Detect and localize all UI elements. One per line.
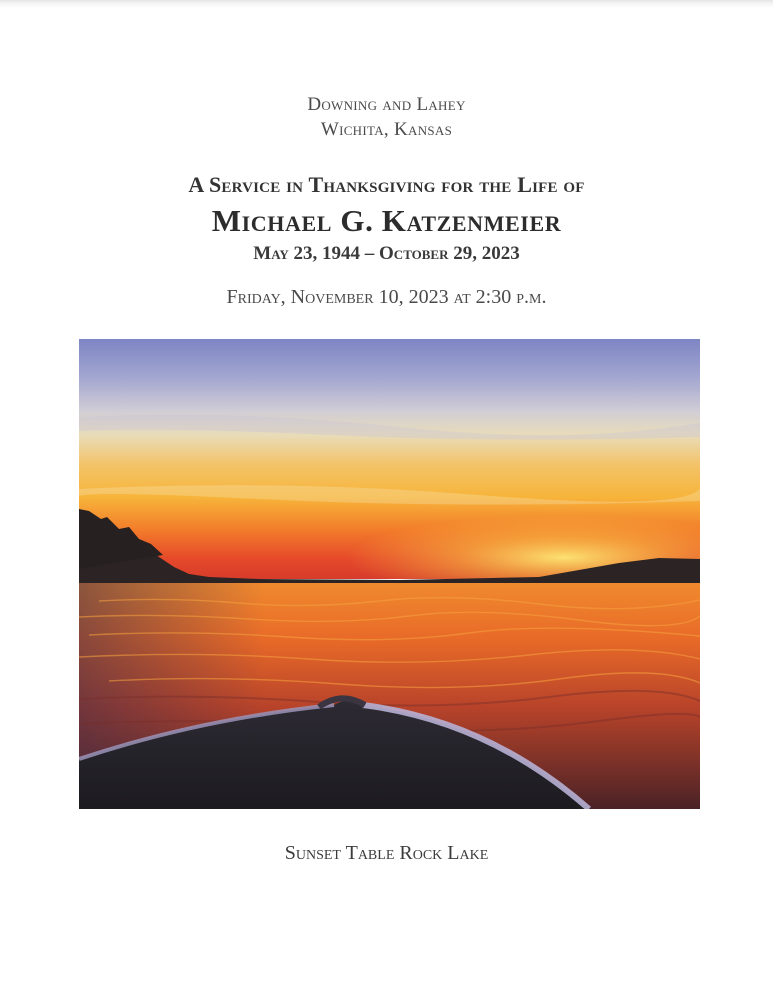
service-date-time: Friday, November 10, 2023 at 2:30 p.m. [226,286,547,308]
header-block [0,92,773,142]
deceased-name: Michael G. Katzenmeier [211,203,562,238]
organization-city: Wichita, Kansas [320,119,453,140]
organization-name: Downing and Lahey [307,94,466,115]
photo-caption: Sunset Table Rock Lake [284,842,489,864]
sunset-lake-photo [79,339,700,809]
service-heading: A Service in Thanksgiving for the Life of [188,172,585,197]
life-dates: May 23, 1944 – October 29, 2023 [253,243,520,264]
scan-edge [0,0,773,8]
